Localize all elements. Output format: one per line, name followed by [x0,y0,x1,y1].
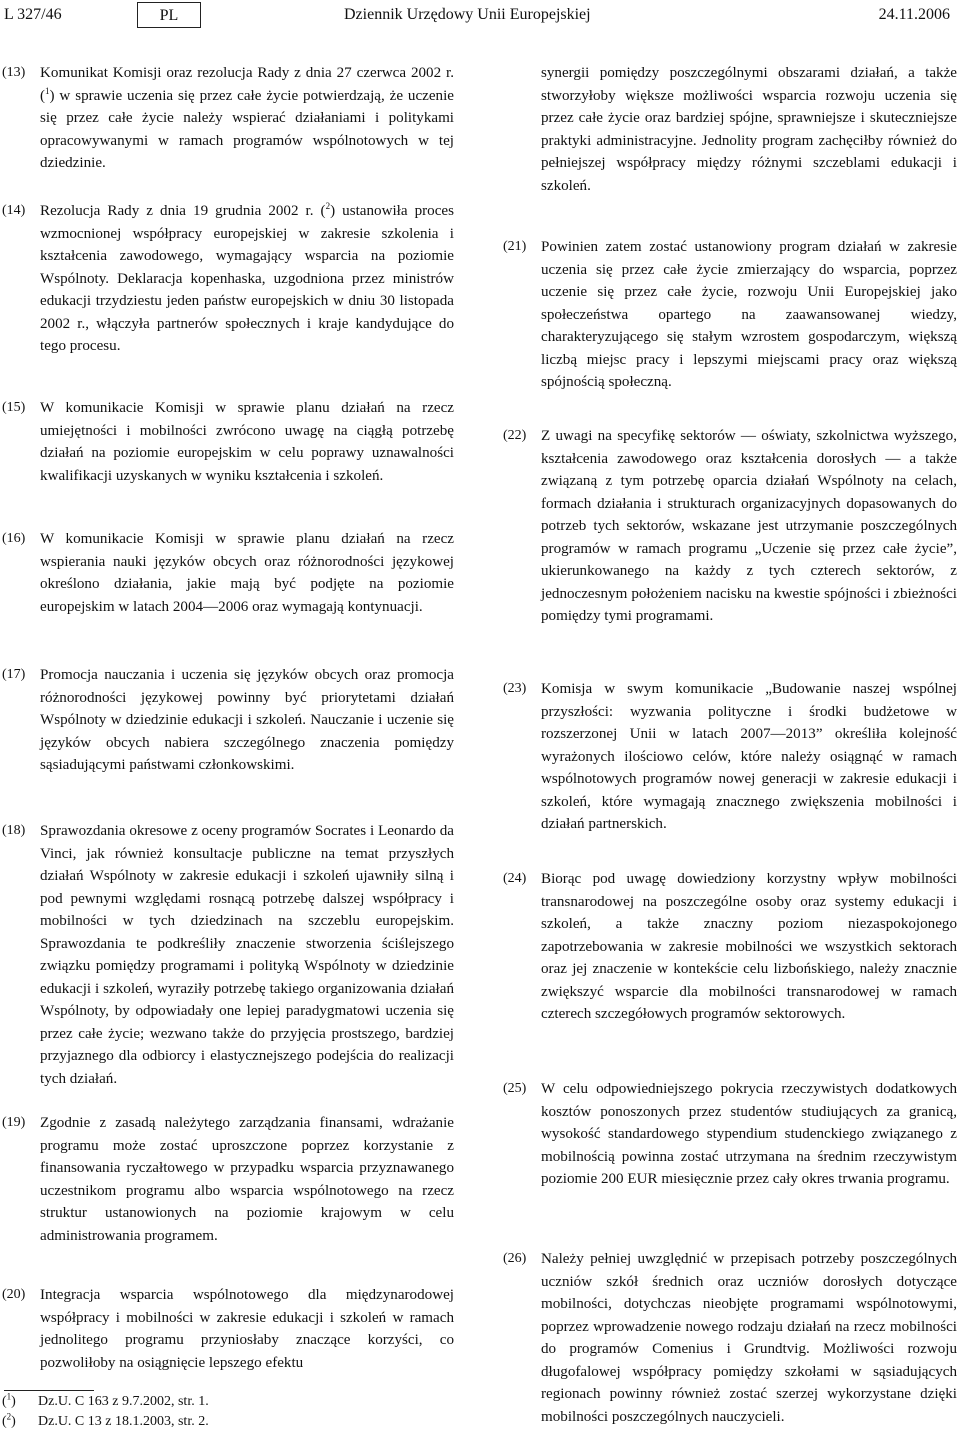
recital-25 [503,1078,957,1191]
footnote-ref[interactable]: 1 [45,85,50,96]
recital-text: W komunikacie Komisji w sprawie planu działań na rzecz wspierania nauki języków obcych oraz różnorodności językowej określono działania, jakie mają być podjęte na poziomie europejskim w latach 2004—2006 oraz wymagają kontynuacji. [40,531,454,615]
recital-number: (16) [2,531,26,546]
recital-26 [503,1248,957,1428]
recital-text: Integracja wsparcia wspólnotowego dla międzynarodowej współpracy i mobilności w zakresie edukacji i szkoleń w ramach jednolitego programu przyniosłaby znaczące korzyści, co pozwoliłoby na osiągnięcie lepszego efektu [40,1287,454,1371]
recital-text: Komisja w swym komunikacie „Budowanie naszej wspólnej przyszłości: wyzwania polityczne i środki budżetowe w rozszerzonej Unii w latach 2007—2013” określiła kolejność wyrażonych ilościowo celów, które należy osiągnąć w ramach wspólnotowych programów nowej generacji w zakresie edukacji i szkoleń, które wymagają znacznego zwiększenia mobilności i działań partnerskich. [541,681,957,832]
recital-18 [2,820,454,1090]
recital-15 [2,397,454,487]
recital-text: Komunikat Komisji oraz rezolucja Rady z dnia 27 czerwca 2002 r. ( [40,65,454,104]
recital-14 [2,200,454,358]
recital-16 [2,528,454,618]
recital-text: ) w sprawie uczenia się przez całe życie potwierdzają, że uczenie się przez całe życie należy wspierać działaniami i politykami opracowywanymi w ramach programów wspólnotowych w tej dziedzinie. [40,87,454,171]
recital-number: (20) [2,1287,26,1302]
recital-text: Biorąc pod uwagę dowiedziony korzystny wpływ mobilności transnarodowej na poszczególne osoby oraz systemy edukacji i szkoleń, a także znaczny poziom niezaspokojonego zapotrzebowania w zakresie mobilności we wszystkich sektorach oraz jej znaczenie w kontekście celu lizbońskiego, należy znacznie zwiększyć wsparcie dla mobilności transnarodowej w ramach czterech szczegółowych programów sektorowych. [541,871,957,1022]
recital-text: Sprawozdania okresowe z oceny programów Socrates i Leonardo da Vinci, jak również konsultacje publiczne na temat przyszłych działań Wspólnoty w zakresie edukacji i szkoleń ujawniły silną i pod pewnymi względami rosnącą potrzebę dalszej współpracy i mobilności w tych dziedzinach na szczeblu europejskim. Sprawozdania te podkreśliły znaczenie stworzenia ściślejszego związku pomiędzy programami i polityką Wspólnoty w dziedzinie edukacji i szkoleń, wyraziły potrzebę takiego organizowania działań Wspólnoty, by odpowiadały one lepiej paradygmatowi uczenia się przez całe życie; wezwano także do przyjęcia prostszego, bardziej przyjaznego dla odbiorcy i elastycznejszego podejścia do realizacji tych działań. [40,823,454,1087]
recital-24 [503,868,957,1026]
recital-number: (18) [2,823,26,838]
recital-number: (26) [503,1251,527,1266]
language-code-box: PL [137,2,201,28]
recital-text: Rezolucja Rady z dnia 19 grudnia 2002 r. ( [40,203,326,219]
journal-title: Dziennik Urzędowy Unii Europejskiej [344,6,591,23]
recital-text: W celu odpowiedniejszego pokrycia rzeczywistych dodatkowych kosztów ponoszonych przez studentów studiujących za granicą, wysokość standardowego stypendium studenckiego związanego z mobilnością powinna zostać utrzymana na średnim rzeczywistym poziomie 200 EUR miesięcznie przez cały okres trwania programu. [541,1081,957,1187]
recital-22 [503,425,957,628]
recital-number: (25) [503,1081,527,1096]
footnote-1 [2,1391,209,1410]
footnote-text: Dz.U. C 13 z 18.1.2003, str. 2. [38,1414,209,1429]
recital-text: W komunikacie Komisji w sprawie planu działań na rzecz umiejętności i mobilności zwrócono uwagę na ciągłą potrzebę działań na poziomie europejskim w celu poprawy uznawalności kwalifikacji uzyskanych w wyniku kształcenia i szkoleń. [40,400,454,484]
footnote-divider [4,1390,94,1391]
recital-text: Powinien zatem zostać ustanowiony program działań w zakresie uczenia się przez całe życie zmierzający do wsparcia, poprzez uczenie się przez całe życie, rozwoju Unii Europejskiej jako społeczeństwa opartego na zaawansowanej wiedzy, charakteryzującego się stałym wzrostem gospodarczym, większą liczbą miejsc pracy i lepszymi miejscami pracy oraz większą spójnością społeczną. [541,239,957,390]
page-header [0,0,960,30]
footnote-number: ($^2$) [2,1411,16,1429]
recital-text: Należy pełniej uwzględnić w przepisach potrzeby poszczególnych uczniów szkół średnich oraz uczniów dorosłych dotyczące mobilności, dotychczas nieobjęte programami wspólnotowymi, poprzez wprowadzenie nowego rodzaju działań na rzecz mobilności do programów Comenius i Grundtvig. Możliwości rozwoju długofalowej współpracy pomiędzy szkołami w sąsiadujących regionach powinny również zostać szerzej wykorzystane dzięki mobilności poszczególnych nauczycieli. [541,1251,957,1425]
recital-17 [2,664,454,777]
footnote-2 [2,1411,209,1430]
recital-number: (24) [503,871,527,886]
recital-20-continuation: synergii pomiędzy poszczególnymi obszarami działań, a także stworzyłoby większe możliwości wsparcia rozwoju uczenia się przez całe życie oraz bardziej spójne, sprawniejsze i skuteczniejsze praktyki administracyjne. Jednolity program zachęciłby również do pełniejszej współpracy między różnymi szczeblami edukacji i szkoleń. [541,65,957,194]
footnote-number: ($^1$) [2,1391,16,1409]
recital-number: (14) [2,203,26,218]
page-number: L 327/46 [4,6,62,23]
recital-text: Z uwagi na specyfikę sektorów — oświaty, szkolnictwa wyższego, kształcenia zawodowego oraz kształcenia dorosłych — a także związaną z tym potrzebę oparcia działań Wspólnoty na celach, formach działania i strukturach organizacyjnych dopasowanych do potrzeb tych sektorów, wskazane jest utrzymanie poszczególnych programów w ramach programu „Uczenie się przez całe życie”, ukierunkowanego na każdy z tych czterech sektorów, z jednoczesnym położeniem nacisku na kwestie spójności i zbieżności pomiędzy tymi programami. [541,428,957,624]
recital-21 [503,236,957,394]
recital-text: Promocja nauczania i uczenia się języków obcych oraz promocja różnorodności językowej powinny być priorytetami działań Wspólnoty w dziedzinie edukacji i szkoleń. Nauczanie i uczenie się języków obcych nabiera szczególnego znaczenia pomiędzy sąsiadującymi państwami członkowskimi. [40,667,454,773]
recital-23 [503,678,957,836]
recital-number: (22) [503,428,527,443]
footnote-text: Dz.U. C 163 z 9.7.2002, str. 1. [38,1394,209,1409]
recital-text: Zgodnie z zasadą należytego zarządzania finansami, wdrażanie programu może zostać uproszczone poprzez korzystanie z finansowania ryczałtowego w przypadku wsparcia przyznawanego uczestnikom programu albo wsparcia wspólnotowego na rzecz struktur ustanowionych na poziomie krajowym w celu administrowania programem. [40,1115,454,1244]
recital-13 [2,62,454,175]
recital-number: (17) [2,667,26,682]
recital-19 [2,1112,454,1247]
recital-number: (15) [2,400,26,415]
recital-text: ) ustanowiła proces wzmocnionej współpracy europejskiej w zakresie szkolenia i kształcenia zawodowego, wymagający wsparcia na poziomie Wspólnoty. Deklaracja kopenhaska, uzgodniona przez ministrów edukacji trzydziestu jeden państw europejskich w dniu 30 listopada 2002 r., włączyła partnerów społecznych i kraje kandydujące do tego procesu. [40,203,454,354]
recital-number: (19) [2,1115,26,1130]
recital-number: (21) [503,239,527,254]
publication-date: 24.11.2006 [878,6,950,23]
recital-20 [2,1284,454,1374]
recital-number: (13) [2,65,26,80]
footnote-ref[interactable]: 2 [325,200,331,211]
recital-number: (23) [503,681,527,696]
